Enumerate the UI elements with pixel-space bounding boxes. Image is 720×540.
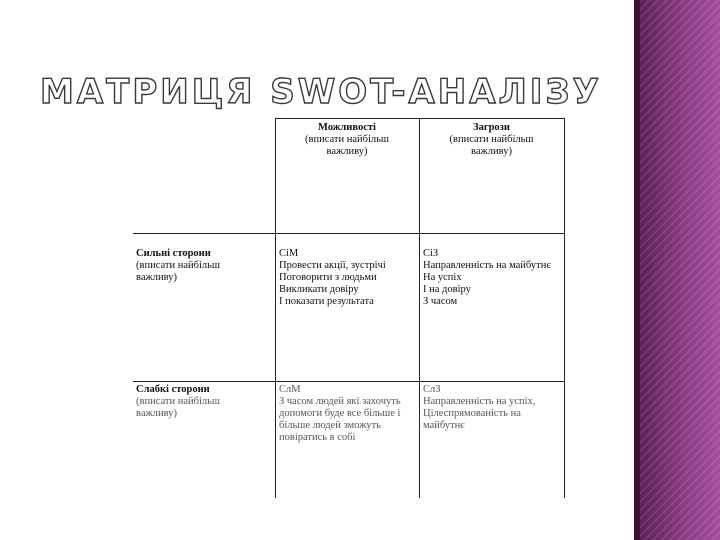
slm-item: допомоги буде все більше і: [279, 408, 401, 419]
strengths-label: [136, 248, 274, 284]
opportunities-note: (вписати найбільш: [305, 134, 389, 145]
sz-cell: [423, 248, 565, 308]
slide-title: МАТРИЦЯ SWOT-АНАЛІЗУ: [40, 72, 602, 112]
sz-item: Направленність на майбутнє: [423, 260, 551, 271]
som-item: Провести акції, зустрічі: [279, 260, 386, 271]
som-item: Поговорити з людьми: [279, 272, 377, 283]
slz-code: СлЗ: [423, 384, 441, 395]
slm-item: більше людей зможуть: [279, 420, 381, 431]
slz-item: майбутнє: [423, 420, 465, 431]
grid-line: [133, 233, 565, 234]
threats-header: [419, 122, 564, 158]
slm-item: З часом людей які захочуть: [279, 396, 401, 407]
threats-note: (вписати найбільш: [449, 134, 534, 145]
threats-title: Загрози: [473, 122, 510, 133]
weaknesses-title: Слабкі сторони: [136, 384, 210, 395]
strengths-note: (вписати найбільш: [136, 260, 220, 271]
grid-line: [275, 118, 276, 498]
sz-item: На успіх: [423, 272, 462, 283]
som-item: Викликати довіру: [279, 284, 359, 295]
sz-item: І на довіру: [423, 284, 471, 295]
grid-line: [275, 118, 565, 119]
slm-item: повіратись в собі: [279, 432, 356, 443]
weaknesses-label: [136, 384, 274, 420]
slm-cell: [279, 384, 417, 444]
grid-line: [133, 381, 565, 382]
opportunities-note: важливу): [326, 146, 368, 157]
opportunities-header: [275, 122, 419, 158]
sz-code: СіЗ: [423, 248, 439, 259]
opportunities-title: Можливості: [318, 122, 376, 133]
weaknesses-note: (вписати найбільш: [136, 396, 220, 407]
decorative-side-panel: [640, 0, 720, 540]
grid-line: [419, 118, 420, 498]
slm-code: СлМ: [279, 384, 301, 395]
grid-line: [564, 118, 565, 498]
weaknesses-note: важливу): [136, 408, 177, 419]
slz-item: Направленність на успіх,: [423, 396, 536, 407]
swot-matrix: [133, 118, 565, 498]
slz-cell: [423, 384, 565, 432]
strengths-title: Сильні сторони: [136, 248, 211, 259]
som-code: СіМ: [279, 248, 299, 259]
threats-note: важливу): [471, 146, 512, 157]
som-item: І показати результата: [279, 296, 374, 307]
strengths-note: важливу): [136, 272, 177, 283]
slz-item: Цілеспрямованість на: [423, 408, 521, 419]
sz-item: З часом: [423, 296, 458, 307]
som-cell: [279, 248, 417, 308]
